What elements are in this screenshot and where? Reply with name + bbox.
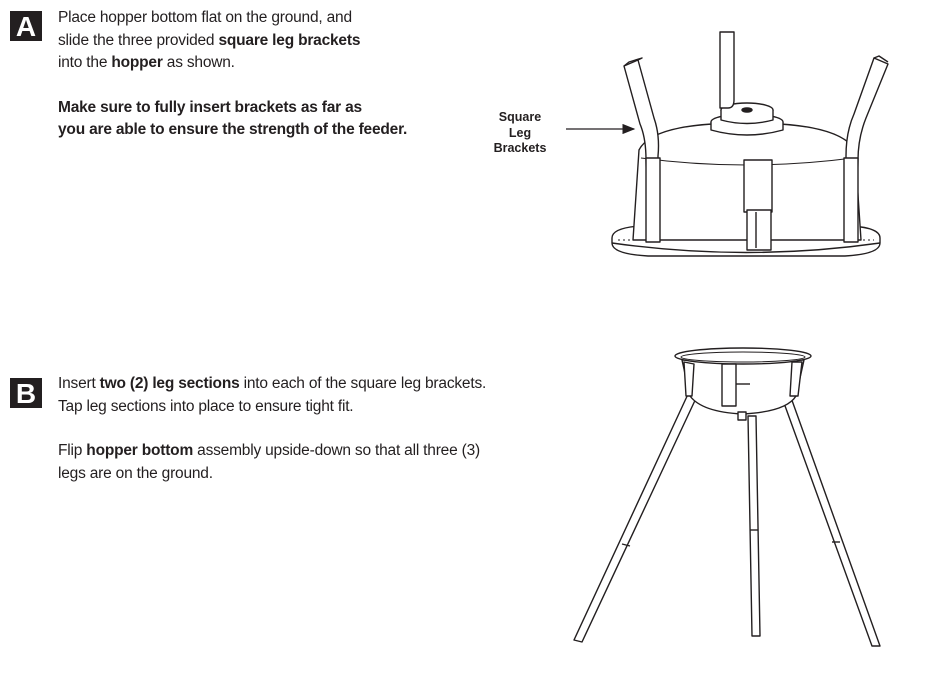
assembled-feeder-illustration: [574, 348, 880, 646]
step-a-line-3-bold: hopper: [111, 54, 163, 71]
step-a-badge: A: [10, 11, 42, 41]
step-b-line-4: legs are on the ground.: [58, 464, 213, 482]
callout-line-2: Leg: [508, 125, 532, 140]
step-a-warning-2-bold: you are able to ensure the strength of the feeder.: [58, 121, 408, 138]
step-b-badge: B: [10, 378, 42, 408]
callout-line-1: Square: [498, 110, 542, 124]
step-b-line-3-bold: hopper bottom: [86, 442, 194, 459]
step-b-line-3-tail: assembly upside-down so that all three (3): [193, 442, 480, 459]
step-a-line-1: Place hopper bottom flat on the ground, and: [58, 9, 352, 26]
step-a-line-3-tail: as shown.: [162, 54, 235, 71]
step-b-line-1-tail: into each of the square leg brackets.: [239, 375, 487, 392]
feeder-leg-left: [574, 392, 698, 642]
step-a-line-3-text: into the: [58, 54, 112, 71]
step-b-line-1-text: Insert: [58, 375, 100, 392]
step-a-warning-1-bold: Make sure to fully insert brackets as far as: [58, 98, 362, 116]
hopper-slot-front: [744, 160, 772, 212]
step-a-line-2-bold: square leg brackets: [218, 31, 361, 49]
step-b-line-1-bold: two (2) leg sections: [99, 375, 240, 392]
leg-bracket-center: [720, 32, 734, 108]
step-a-line-2-text: slide the three provided: [58, 31, 219, 49]
step-b-line-3-text: Flip: [58, 442, 87, 459]
callout-line-3: Brackets: [493, 141, 547, 155]
feeder-bracket-slot: [722, 364, 736, 406]
step-b-line-2: Tap leg sections into place to ensure tight fit.: [58, 397, 354, 415]
hopper-with-brackets-illustration: [612, 32, 888, 256]
feeder-leg-center: [748, 416, 760, 636]
feeder-leg-right: [780, 392, 880, 646]
